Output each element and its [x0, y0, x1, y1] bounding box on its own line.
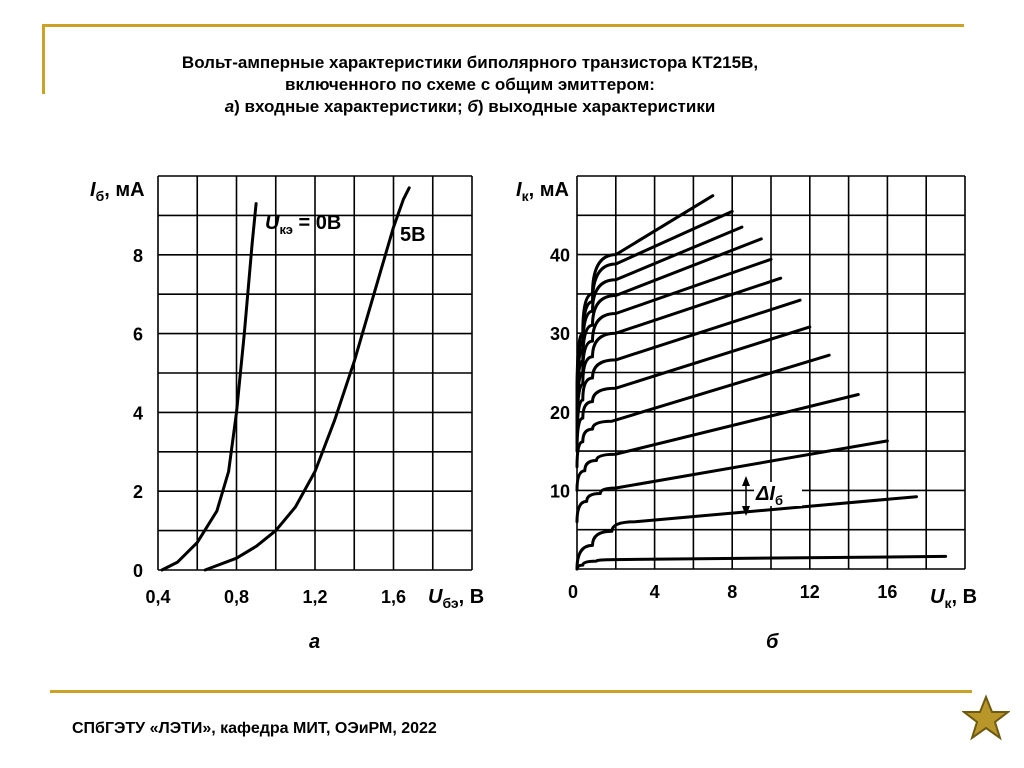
frame-bottom-line: [50, 690, 972, 693]
y-tick-label-b: 30: [549, 324, 570, 345]
series-label-uke-0: $U_{кэ} = 0В$: [265, 212, 342, 237]
curves-b: [577, 196, 946, 569]
y-tick-label-a: 8: [132, 245, 143, 266]
title-text-a: ) входные характеристики;: [234, 97, 468, 116]
y-tick-label-a: 2: [132, 482, 143, 503]
star-icon[interactable]: [962, 694, 1010, 742]
y-tick-label-b: 20: [549, 402, 570, 423]
x-tick-label-b: 8: [727, 582, 738, 602]
x-axis-label-a: $U_{бэ}$, В: [428, 586, 485, 611]
curve-b-3: [577, 395, 858, 491]
delta-ib-arrow-up: [742, 476, 750, 486]
title-line-2: включенного по схеме с общим эмиттером:: [285, 75, 655, 94]
x-tick-label-b: 0: [567, 582, 579, 602]
y-tick-label-b: 40: [549, 245, 570, 266]
title-text-b: ) выходные характеристики: [477, 97, 716, 116]
delta-ib-label: $\Delta I_б$: [756, 483, 784, 508]
title-label-a: а: [224, 97, 235, 116]
y-tick-label-b: 10: [549, 481, 570, 502]
y-tick-label-a: 0: [132, 561, 143, 581]
y-axis-label-b: $I_к$, мА: [516, 179, 569, 204]
panel-label-b: б: [766, 631, 779, 653]
panel-label-a: а: [309, 631, 321, 653]
y-tick-label-a: 6: [132, 324, 143, 345]
title-label-b: б: [467, 97, 478, 116]
curve-b-0: [577, 556, 946, 569]
y-tick-label-a: 4: [132, 403, 143, 424]
footer-text: СПбГЭТУ «ЛЭТИ», кафедра МИТ, ОЭиРМ, 2022: [72, 720, 437, 737]
x-tick-label-b: 12: [799, 582, 820, 602]
y-axis-label-a: $I_б$, мА: [90, 179, 145, 204]
title-line-1: Вольт-амперные характеристики биполярного транзистора КТ215В,: [181, 53, 759, 72]
x-axis-label-b: $U_к$, В: [930, 586, 978, 611]
x-tick-label-a: 0,8: [223, 587, 250, 607]
x-tick-label-a: 0,4: [145, 587, 171, 607]
x-tick-label-b: 4: [649, 582, 660, 602]
x-tick-label-a: 1,6: [380, 587, 407, 607]
x-tick-label-a: 1,2: [302, 587, 328, 607]
series-label-5v: 5В: [400, 224, 426, 246]
x-tick-label-b: 16: [877, 582, 898, 602]
